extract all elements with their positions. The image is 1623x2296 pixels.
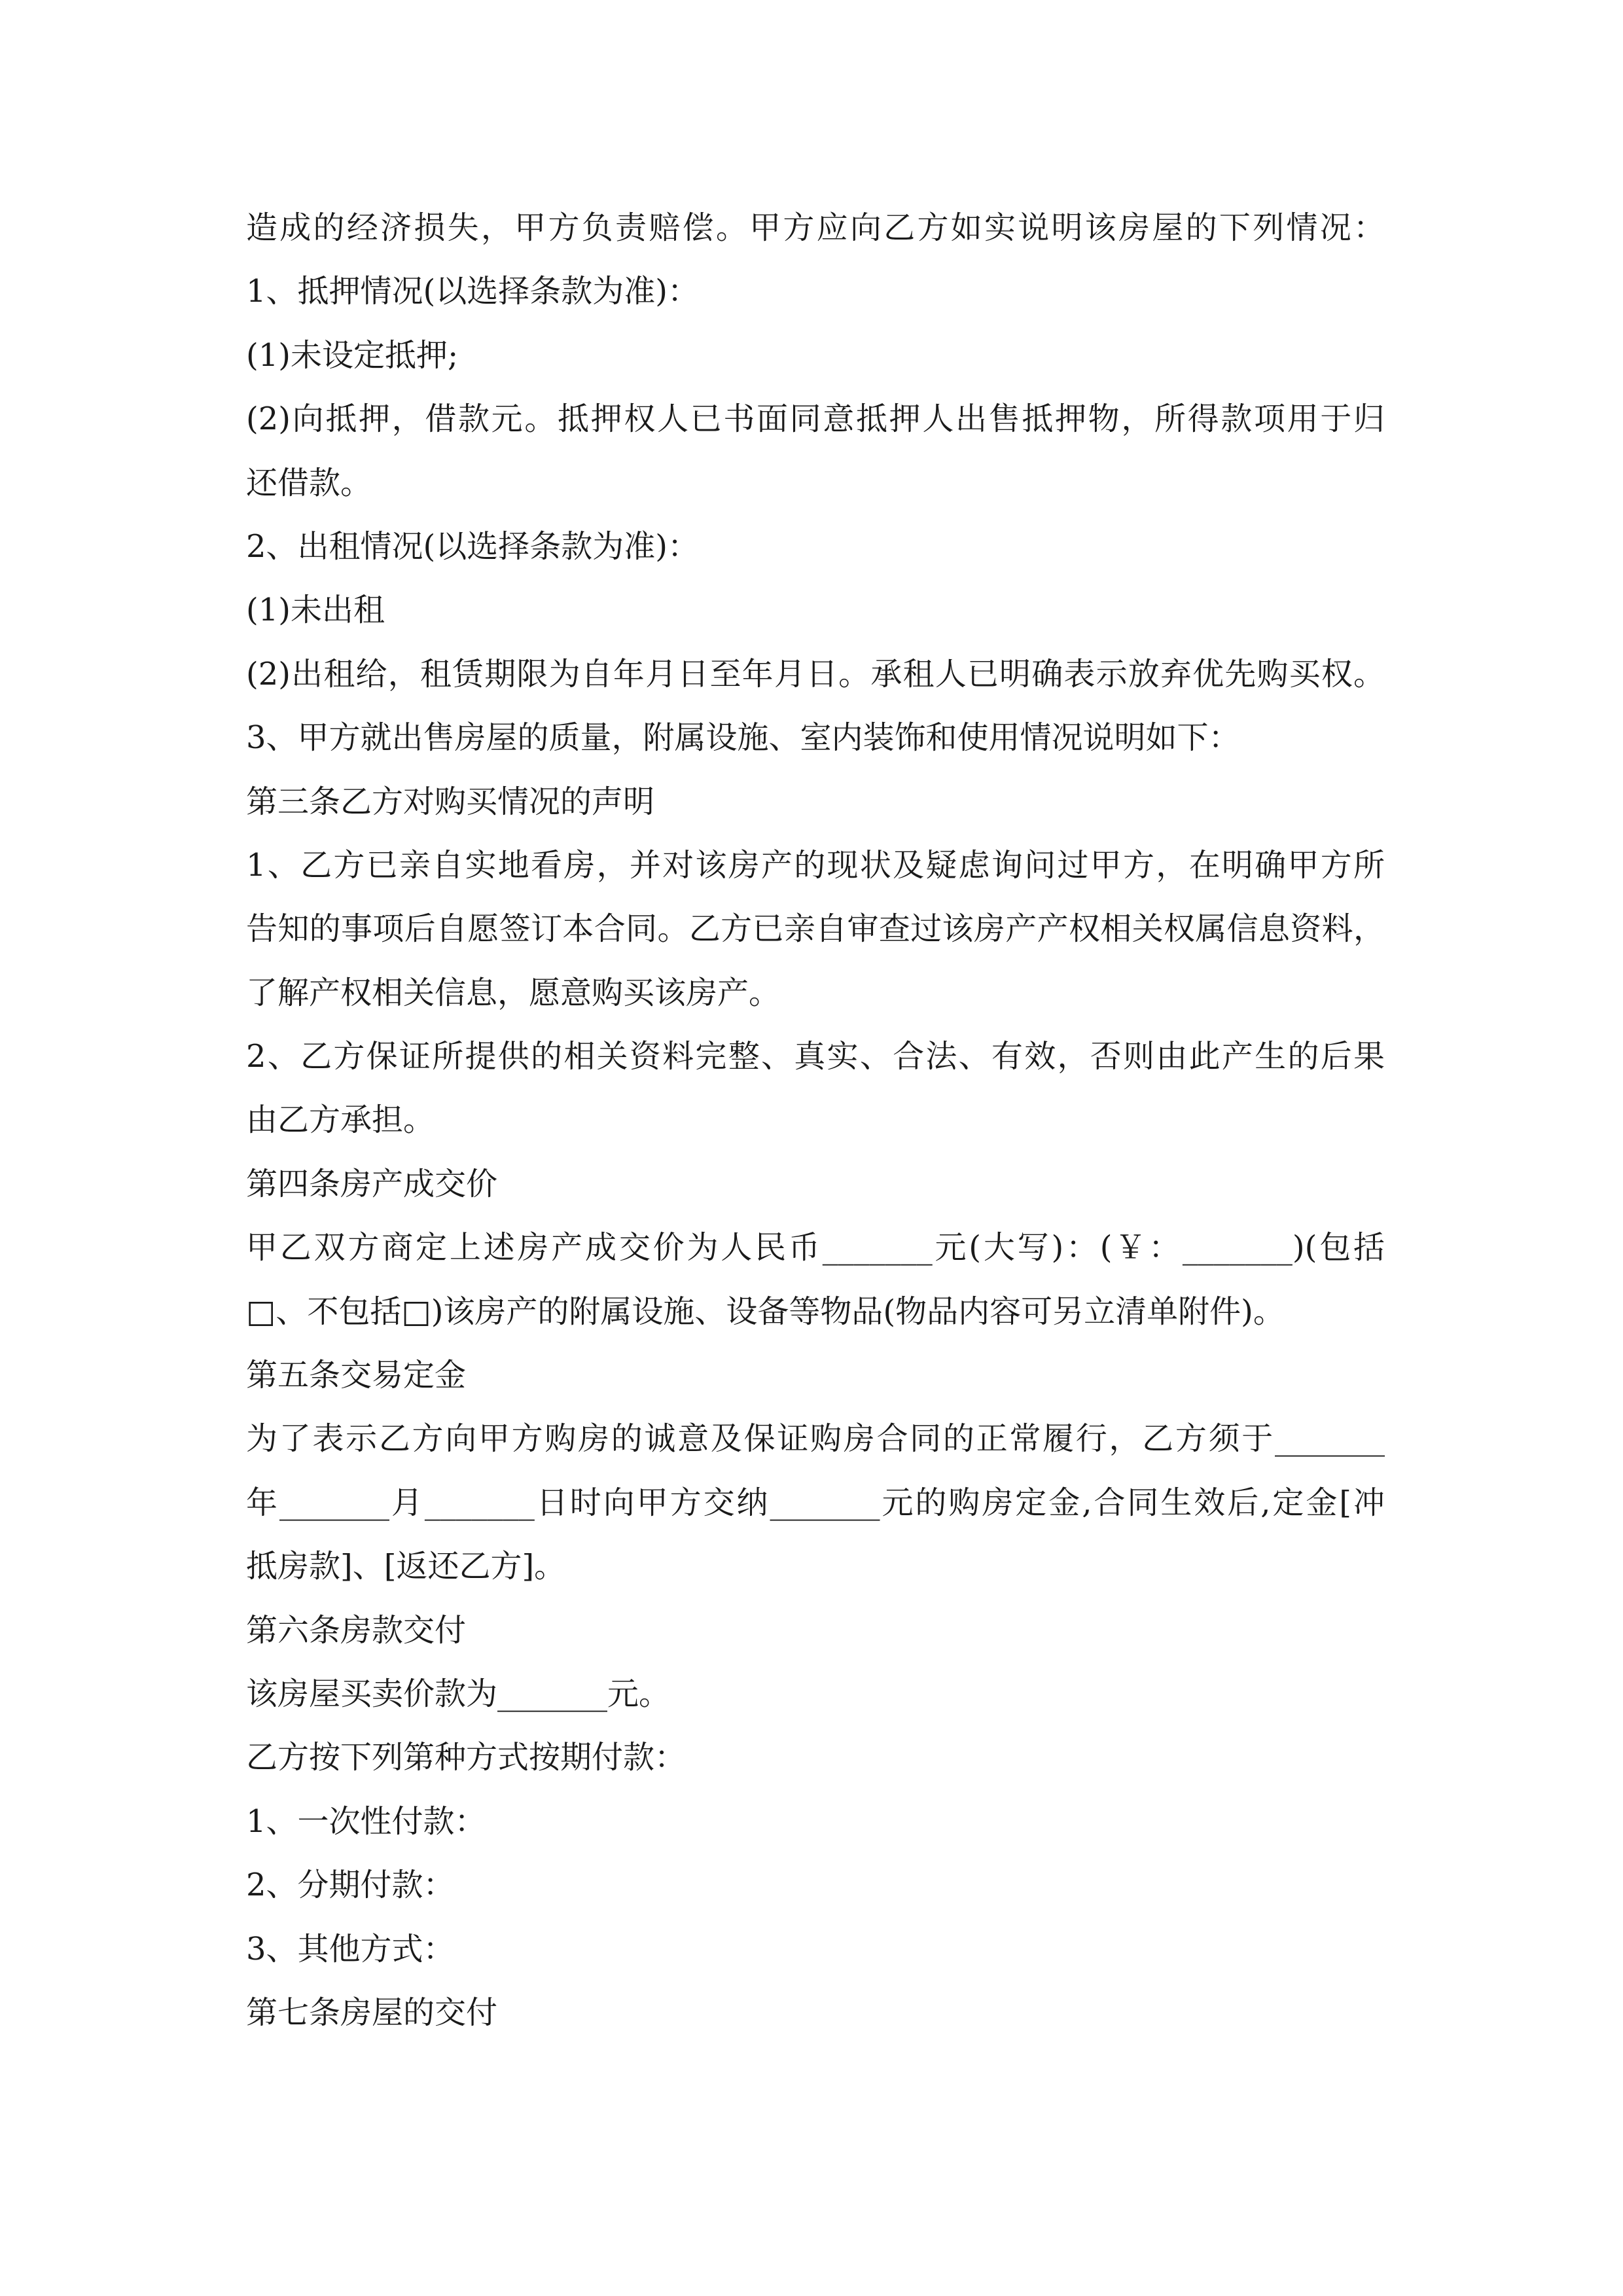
text-line: 2、分期付款： [246,1867,455,1904]
document-body [246,196,1385,2045]
text-line: 了解产权相关信息，愿意购买该房产。 [246,974,781,1011]
text-line: 告知的事项后自愿签订本合同。乙方已亲自审查过该房产产权相关权属信息资料， [246,910,1385,948]
section-heading: 第七条房屋的交付 [246,1994,498,2031]
text-line: 乙方按下列第种方式按期付款： [246,1739,687,1776]
section-heading: 第五条交易定金 [246,1357,467,1394]
text-line: 3、甲方就出售房屋的质量，附属设施、室内装饰和使用情况说明如下： [246,719,1240,757]
text-line: 3、其他方式： [246,1930,455,1967]
text-line: 由乙方承担。 [246,1102,435,1139]
text-line: 造成的经济损失，甲方负责赔偿。甲方应向乙方如实说明该房屋的下列情况： [246,209,1385,246]
text-line: 甲乙双方商定上述房产成交价为人民币_______元(大写)：(￥：_______)(包括 [246,1229,1385,1266]
text-line: 2、乙方保证所提供的相关资料完整、真实、合法、有效，否则由此产生的后果 [246,1038,1385,1075]
text-line: (2)出租给，租赁期限为自年月日至年月日。承租人已明确表示放弃优先购买权。 [246,655,1385,692]
text-line: 1、乙方已亲自实地看房，并对该房产的现状及疑虑询问过甲方，在明确甲方所 [246,846,1385,884]
text-line: 为了表示乙方向甲方购房的诚意及保证购房合同的正常履行，乙方须于_______ [246,1420,1385,1458]
text-line: 1、抵押情况(以选择条款为准)： [246,273,699,310]
text-line: 年_______月_______日时向甲方交纳_______元的购房定金,合同生效后,定金[冲 [246,1484,1385,1521]
text-line: 1、一次性付款： [246,1803,486,1840]
section-heading: 第六条房款交付 [246,1611,467,1649]
text-line: (1)未出租 [246,592,385,629]
text-line: □、不包括□)该房产的附属设施、设备等物品(物品内容可另立清单附件)。 [246,1293,1285,1330]
text-line: 还借款。 [246,464,372,501]
section-heading: 第三条乙方对购买情况的声明 [246,783,655,820]
section-heading: 第四条房产成交价 [246,1165,498,1202]
text-line: 2、出租情况(以选择条款为准)： [246,528,699,565]
text-line: 该房屋买卖价款为_______元。 [246,1675,671,1712]
text-line: 抵房款]、[返还乙方]。 [246,1548,566,1585]
text-line: (1)未设定抵押; [246,336,459,374]
text-line: (2)向抵押，借款元。抵押权人已书面同意抵押人出售抵押物，所得款项用于归 [246,401,1385,438]
